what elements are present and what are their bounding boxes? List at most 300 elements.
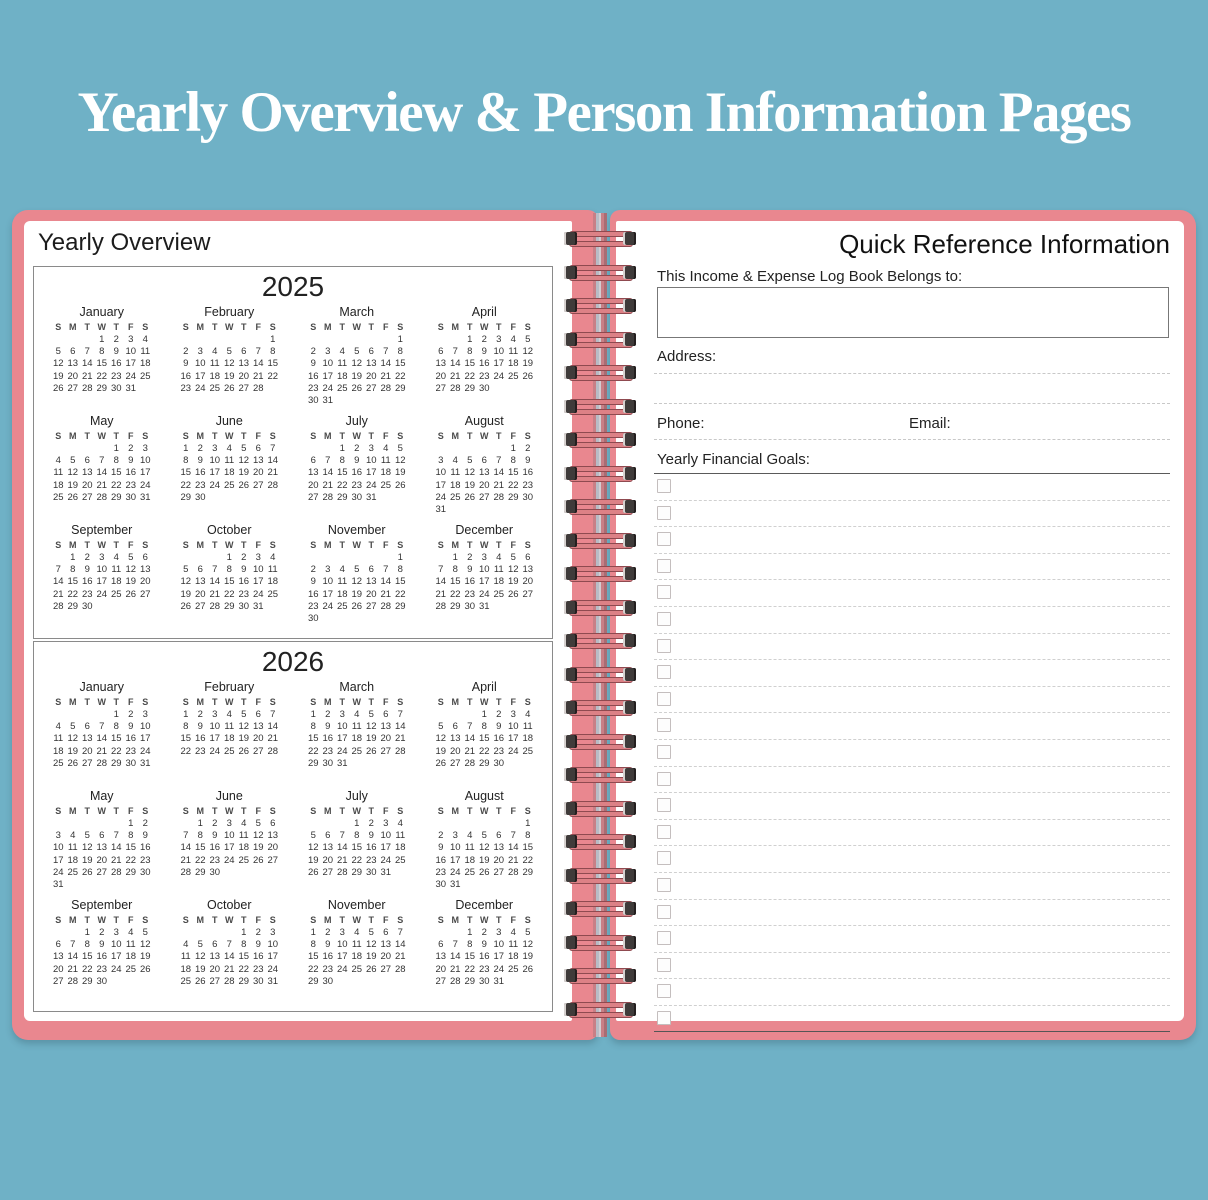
day-cell: 22	[194, 854, 206, 866]
week-row	[51, 371, 153, 383]
week-row	[306, 334, 408, 346]
day-cell	[521, 601, 536, 613]
week-row	[306, 467, 408, 479]
day-cell: 21	[394, 951, 406, 963]
day-cell: 10	[139, 455, 151, 467]
day-cell: 8	[183, 455, 189, 467]
day-cell: 1	[310, 709, 316, 721]
weekday-header: S	[524, 915, 531, 925]
day-cell: 25	[125, 963, 137, 975]
weekday-header: F	[255, 540, 261, 550]
punch-hole	[623, 534, 636, 547]
day-cell: 6	[452, 721, 458, 733]
weekday-header: W	[225, 540, 234, 550]
day-cell: 24	[52, 866, 64, 878]
weekday-header: W	[225, 322, 234, 332]
day-cell: 6	[368, 564, 374, 576]
weekday-header-row	[306, 914, 408, 927]
weekday-header: T	[467, 540, 473, 550]
day-cell: 22	[180, 479, 192, 491]
week-row	[306, 346, 408, 358]
day-cell: 8	[128, 830, 134, 842]
day-cell: 20	[307, 479, 319, 491]
day-cell: 15	[307, 951, 319, 963]
day-cell: 12	[194, 951, 206, 963]
day-cell: 17	[139, 467, 151, 479]
day-cell: 16	[493, 733, 505, 745]
day-cell: 19	[139, 951, 151, 963]
goal-checkbox	[657, 1011, 671, 1025]
goal-checkbox	[657, 798, 671, 812]
day-cell: 9	[310, 358, 316, 370]
day-cell	[492, 818, 507, 830]
day-cell: 23	[307, 600, 319, 612]
punch-hole	[623, 634, 636, 647]
day-cell: 29	[110, 757, 122, 769]
weekday-header: S	[437, 697, 444, 707]
week-row	[51, 939, 153, 951]
week-row	[434, 746, 536, 758]
week-row	[179, 589, 281, 601]
day-cell: 26	[522, 963, 534, 975]
day-cell: 22	[522, 854, 534, 866]
day-cell: 13	[522, 564, 534, 576]
day-cell: 27	[435, 975, 447, 987]
weekday-header: S	[55, 697, 62, 707]
day-cell: 23	[351, 479, 363, 491]
day-cell: 25	[493, 588, 505, 600]
day-cell	[306, 334, 321, 346]
day-cell: 27	[267, 854, 279, 866]
weekday-header: S	[437, 915, 444, 925]
week-row	[51, 467, 153, 479]
day-cell: 30	[464, 600, 476, 612]
weekday-header: S	[524, 697, 531, 707]
spiral-coil	[558, 432, 642, 448]
day-cell: 30	[351, 491, 363, 503]
day-cell: 12	[52, 358, 64, 370]
week-row	[179, 721, 281, 733]
day-cell: 4	[525, 709, 531, 721]
day-cell	[448, 504, 463, 516]
day-cell: 4	[128, 927, 134, 939]
day-cell: 14	[449, 358, 461, 370]
weekday-header: S	[310, 806, 317, 816]
day-cell	[463, 443, 478, 455]
day-cell: 17	[223, 842, 235, 854]
day-cell: 16	[307, 370, 319, 382]
day-cell: 8	[241, 939, 247, 951]
day-cell: 29	[96, 382, 108, 394]
day-cell: 28	[96, 757, 108, 769]
day-cell: 13	[493, 842, 505, 854]
week-row	[51, 492, 153, 504]
day-cell	[477, 504, 492, 516]
day-cell: 10	[365, 455, 377, 467]
day-cell	[66, 879, 81, 891]
day-cell: 28	[449, 382, 461, 394]
day-cell: 2	[197, 443, 203, 455]
day-cell: 1	[397, 552, 403, 564]
day-cell	[306, 443, 321, 455]
day-cell: 28	[81, 382, 93, 394]
week-row	[51, 334, 153, 346]
punch-hole	[623, 500, 636, 513]
day-cell: 13	[252, 455, 264, 467]
weekday-header: M	[69, 431, 77, 441]
week-row	[434, 842, 536, 854]
month-calendar	[51, 430, 153, 504]
day-cell: 16	[96, 951, 108, 963]
weekday-header: S	[397, 806, 404, 816]
weekday-header: T	[339, 697, 345, 707]
day-cell: 22	[464, 963, 476, 975]
weekday-header: T	[113, 431, 119, 441]
weekday-header: W	[352, 322, 361, 332]
weekday-header: F	[510, 915, 516, 925]
day-cell	[179, 334, 194, 346]
day-cell: 22	[67, 588, 79, 600]
month-calendar	[306, 430, 408, 504]
day-cell: 3	[339, 709, 345, 721]
weekday-header: S	[310, 322, 317, 332]
week-row	[306, 758, 408, 770]
day-cell	[193, 334, 208, 346]
day-cell: 19	[307, 854, 319, 866]
day-cell: 12	[252, 830, 264, 842]
weekday-header: M	[451, 431, 459, 441]
months-grid	[34, 302, 552, 631]
day-cell: 25	[380, 479, 392, 491]
day-cell	[506, 758, 521, 770]
day-cell: 25	[209, 382, 221, 394]
weekday-header: T	[241, 697, 247, 707]
day-cell: 30	[322, 757, 334, 769]
spiral-coil	[558, 533, 642, 549]
day-cell: 29	[125, 866, 137, 878]
weekday-header: T	[368, 322, 374, 332]
day-cell	[521, 504, 536, 516]
day-cell: 29	[394, 382, 406, 394]
day-cell	[350, 613, 365, 625]
week-row	[306, 733, 408, 745]
week-row	[51, 552, 153, 564]
weekday-header: S	[182, 806, 189, 816]
weekday-header: F	[383, 540, 389, 550]
month-name: August	[464, 789, 504, 803]
day-cell: 4	[241, 818, 247, 830]
day-cell: 2	[183, 346, 189, 358]
day-cell: 31	[52, 879, 64, 891]
week-row	[306, 552, 408, 564]
day-cell: 4	[113, 552, 119, 564]
week-row	[306, 358, 408, 370]
day-cell: 27	[478, 491, 490, 503]
day-cell	[266, 492, 281, 504]
day-cell: 28	[493, 491, 505, 503]
day-cell: 12	[394, 455, 406, 467]
month-july-2025	[293, 413, 421, 522]
day-cell: 5	[310, 830, 316, 842]
goal-row	[654, 846, 1170, 873]
day-cell: 14	[394, 721, 406, 733]
day-cell: 13	[307, 467, 319, 479]
day-cell: 19	[125, 576, 137, 588]
goal-row	[654, 554, 1170, 581]
day-cell: 6	[197, 564, 203, 576]
weekday-header: T	[467, 697, 473, 707]
weekday-header: T	[212, 806, 218, 816]
day-cell: 29	[180, 491, 192, 503]
week-row	[434, 758, 536, 770]
goal-checkbox	[657, 984, 671, 998]
week-row	[306, 927, 408, 939]
weekday-header: T	[496, 806, 502, 816]
weekday-header: T	[241, 915, 247, 925]
day-cell: 24	[139, 745, 151, 757]
day-cell: 16	[351, 467, 363, 479]
belongs-to-label: This Income & Expense Log Book Belongs to:	[657, 268, 963, 285]
day-cell: 17	[209, 467, 221, 479]
day-cell: 13	[252, 721, 264, 733]
goal-checkbox	[657, 585, 671, 599]
punch-hole	[564, 366, 577, 379]
day-cell: 1	[99, 334, 105, 346]
day-cell: 9	[142, 830, 148, 842]
day-cell: 11	[351, 721, 362, 733]
day-cell	[364, 613, 379, 625]
day-cell: 2	[325, 709, 331, 721]
day-cell: 27	[322, 866, 334, 878]
day-cell: 9	[197, 455, 203, 467]
day-cell: 6	[84, 455, 90, 467]
week-row	[179, 467, 281, 479]
day-cell: 3	[99, 552, 105, 564]
day-cell: 11	[522, 721, 533, 733]
day-cell: 24	[336, 745, 348, 757]
day-cell: 11	[67, 842, 78, 854]
day-cell: 25	[267, 588, 279, 600]
punch-hole	[623, 701, 636, 714]
day-cell: 27	[252, 479, 264, 491]
day-cell: 18	[180, 963, 192, 975]
day-cell	[138, 879, 153, 891]
day-cell: 13	[67, 358, 79, 370]
weekday-header-row	[179, 805, 281, 818]
month-name: December	[455, 523, 514, 537]
weekday-header: M	[196, 322, 204, 332]
week-row	[434, 927, 536, 939]
weekday-header: S	[397, 540, 404, 550]
day-cell: 21	[380, 588, 392, 600]
day-cell: 17	[336, 733, 348, 745]
day-cell: 25	[394, 854, 406, 866]
day-cell: 17	[194, 370, 206, 382]
day-cell: 16	[125, 733, 137, 745]
day-cell: 5	[525, 927, 531, 939]
day-cell: 3	[383, 818, 389, 830]
weekday-header: S	[142, 322, 149, 332]
day-cell: 19	[478, 854, 490, 866]
day-cell: 5	[510, 552, 516, 564]
day-cell: 1	[270, 334, 276, 346]
day-cell: 28	[223, 975, 235, 987]
day-cell: 16	[252, 951, 264, 963]
day-cell: 7	[270, 443, 276, 455]
month-august-2025	[421, 413, 549, 522]
day-cell: 14	[449, 951, 461, 963]
day-cell: 1	[84, 927, 90, 939]
week-row	[179, 855, 281, 867]
year-title: 2026	[261, 646, 325, 677]
day-cell: 1	[310, 927, 316, 939]
day-cell: 21	[67, 963, 79, 975]
notebook-right-cover	[610, 210, 1196, 1040]
day-cell: 11	[464, 842, 475, 854]
day-cell: 17	[435, 479, 447, 491]
day-cell: 31	[252, 600, 264, 612]
weekday-header-row	[179, 539, 281, 552]
weekday-header: S	[269, 431, 276, 441]
day-cell: 4	[510, 334, 516, 346]
day-cell: 8	[452, 564, 458, 576]
day-cell: 17	[380, 842, 392, 854]
month-february-2025	[166, 304, 294, 413]
day-cell: 21	[110, 854, 122, 866]
day-cell: 22	[307, 745, 319, 757]
day-cell: 18	[52, 479, 64, 491]
goal-list	[654, 473, 1170, 1032]
week-row	[306, 939, 408, 951]
month-october-2026	[166, 897, 294, 1006]
day-cell: 6	[255, 443, 261, 455]
day-cell: 12	[478, 842, 490, 854]
weekday-header: S	[269, 697, 276, 707]
month-name: March	[339, 305, 375, 319]
day-cell: 25	[238, 854, 250, 866]
day-cell: 3	[226, 818, 232, 830]
goal-row	[654, 873, 1170, 900]
day-cell: 25	[336, 600, 348, 612]
month-calendar	[51, 914, 153, 988]
day-cell: 15	[96, 358, 108, 370]
weekday-header: T	[113, 540, 119, 550]
week-row	[179, 480, 281, 492]
day-cell	[51, 818, 66, 830]
day-cell: 18	[125, 951, 137, 963]
day-cell: 18	[110, 576, 122, 588]
day-cell: 21	[449, 963, 461, 975]
day-cell: 5	[142, 927, 148, 939]
day-cell: 16	[365, 842, 377, 854]
weekday-header: W	[480, 540, 489, 550]
week-row	[434, 334, 536, 346]
day-cell: 20	[209, 963, 221, 975]
day-cell: 10	[252, 564, 264, 576]
weekday-header: T	[339, 431, 345, 441]
week-row	[51, 746, 153, 758]
day-cell	[379, 613, 394, 625]
month-august-2026	[421, 788, 549, 897]
day-cell	[364, 976, 379, 988]
day-cell: 19	[81, 854, 93, 866]
day-cell: 27	[96, 866, 108, 878]
day-cell: 25	[223, 745, 235, 757]
day-cell: 5	[241, 443, 247, 455]
week-row	[434, 371, 536, 383]
punch-hole	[564, 500, 577, 513]
day-cell: 6	[255, 709, 261, 721]
week-row	[51, 951, 153, 963]
day-cell: 29	[522, 866, 534, 878]
weekday-header: S	[269, 540, 276, 550]
day-cell: 19	[252, 842, 264, 854]
day-cell: 8	[467, 346, 473, 358]
weekday-header: W	[480, 806, 489, 816]
yearly-overview-page	[24, 221, 572, 1021]
weekday-header: W	[352, 431, 361, 441]
day-cell	[364, 758, 379, 770]
weekday-header: M	[69, 697, 77, 707]
weekday-header-row	[306, 430, 408, 443]
day-cell: 18	[351, 733, 363, 745]
day-cell: 3	[452, 830, 458, 842]
month-calendar	[179, 430, 281, 504]
day-cell: 17	[322, 370, 334, 382]
day-cell	[321, 613, 336, 625]
day-cell: 24	[336, 963, 348, 975]
month-september-2026	[38, 897, 166, 1006]
day-cell: 14	[267, 721, 279, 733]
week-row	[51, 927, 153, 939]
day-cell	[521, 383, 536, 395]
spiral-coil	[558, 1002, 642, 1018]
day-cell: 19	[365, 733, 377, 745]
day-cell: 10	[139, 721, 151, 733]
weekday-header: S	[397, 697, 404, 707]
day-cell: 8	[183, 721, 189, 733]
day-cell: 18	[52, 745, 64, 757]
day-cell: 20	[81, 745, 93, 757]
goal-checkbox	[657, 851, 671, 865]
day-cell: 27	[81, 491, 93, 503]
spiral-coil	[558, 566, 642, 582]
day-cell: 20	[365, 370, 377, 382]
goal-checkbox	[657, 559, 671, 573]
day-cell: 29	[394, 600, 406, 612]
day-cell: 20	[522, 576, 534, 588]
weekday-header: S	[437, 322, 444, 332]
weekday-header: S	[269, 915, 276, 925]
punch-hole	[564, 467, 577, 480]
spiral-coil	[558, 901, 642, 917]
day-cell: 24	[365, 479, 377, 491]
day-cell: 9	[481, 939, 487, 951]
day-cell: 30	[125, 757, 137, 769]
day-cell: 1	[481, 709, 487, 721]
day-cell: 30	[81, 600, 93, 612]
day-cell: 7	[84, 346, 90, 358]
day-cell	[393, 867, 408, 879]
goals-label: Yearly Financial Goals:	[657, 451, 810, 468]
punch-hole	[564, 735, 577, 748]
week-row	[434, 492, 536, 504]
day-cell: 16	[139, 842, 151, 854]
month-calendar	[306, 321, 408, 407]
day-cell: 7	[55, 564, 61, 576]
day-cell	[66, 334, 81, 346]
weekday-header: F	[510, 697, 516, 707]
